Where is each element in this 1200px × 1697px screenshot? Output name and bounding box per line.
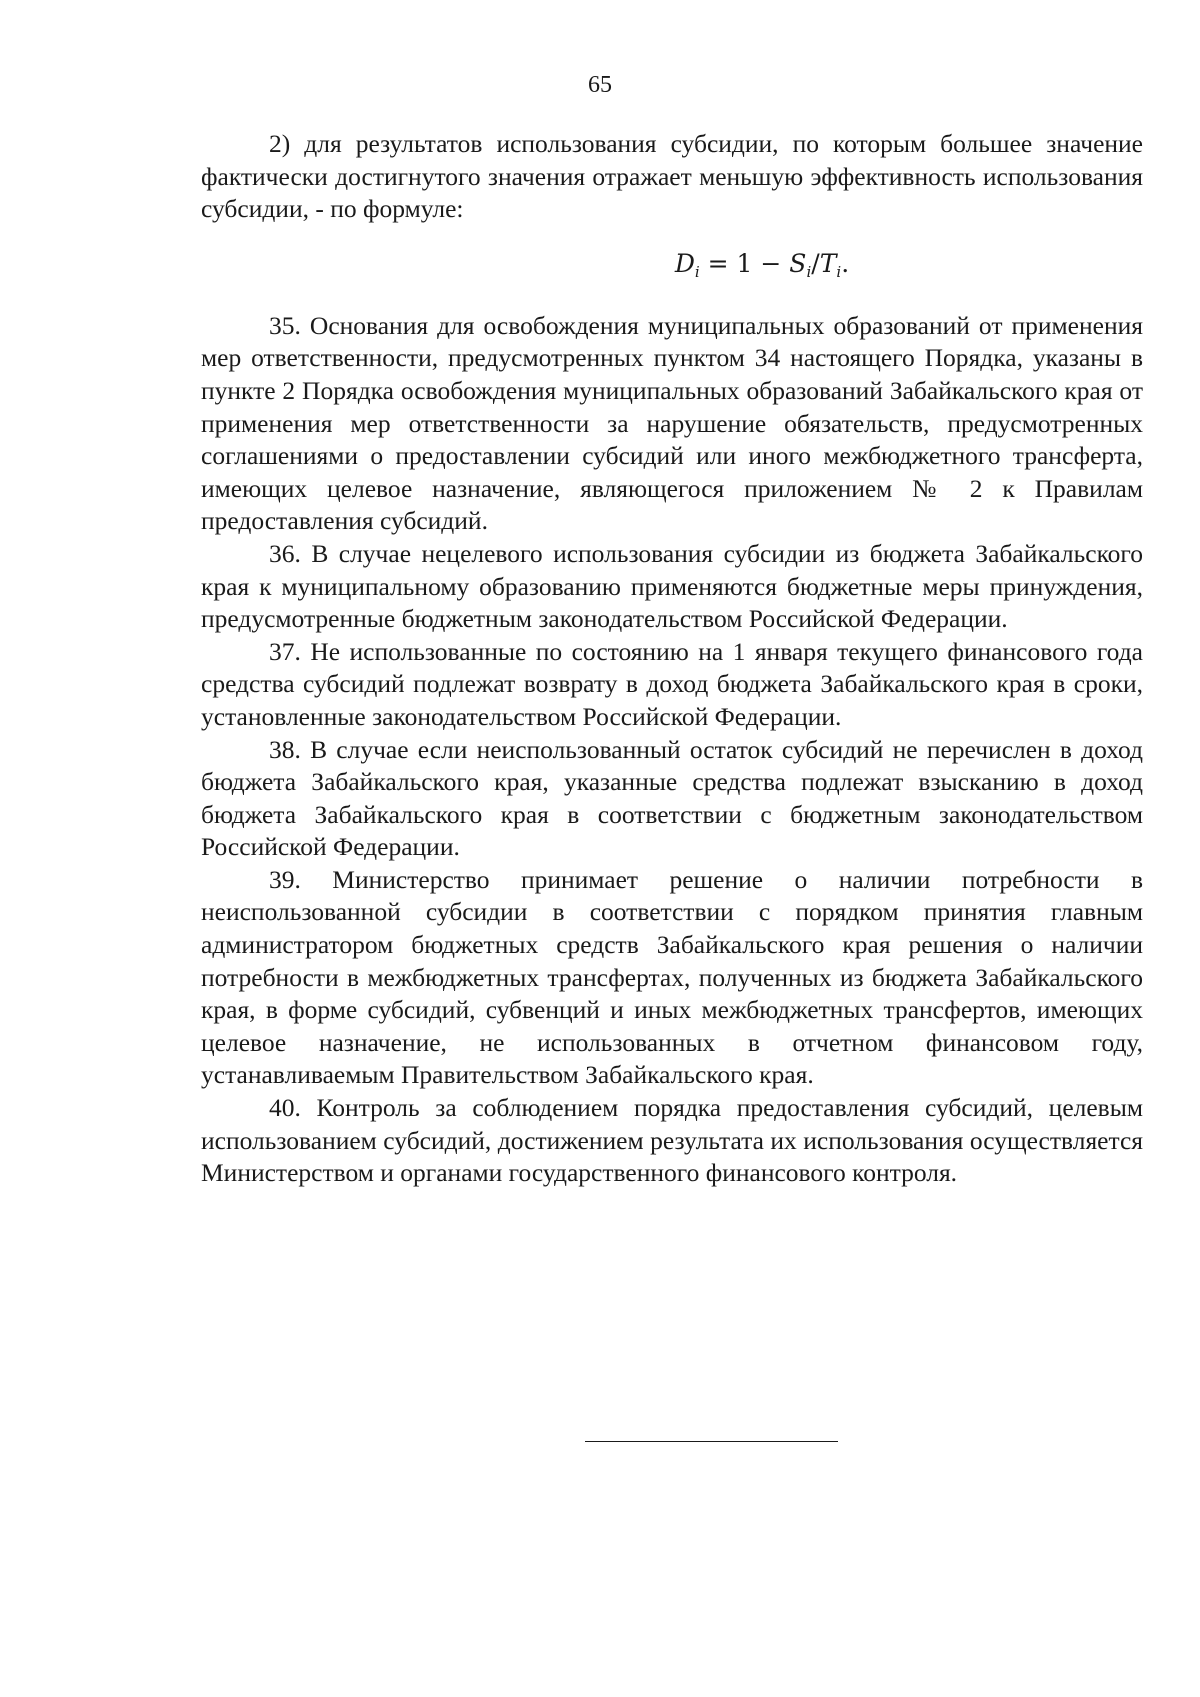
- paragraph-38: 38. В случае если неиспользованный остаток субсидий не перечислен в доход бюджета Забайкальского края, указанные средства подлежат взысканию в доход бюджета Забайкальского края в соответствии с бюджетным законодательством Российской Федерации.: [201, 734, 1143, 862]
- paragraph-35: 35. Основания для освобождения муниципальных образований от применения мер ответственности, предусмотренных пунктом 34 настоящего Порядка, указаны в пункте 2 Порядка освобождения муниципальных образований Забайкальского края от применения мер ответственности за нарушение обязательств, предусмотренных соглашениями о предоставлении субсидий или иного межбюджетного трансферта, имеющих целевое назначение, являющегося приложением № 2 к Правилам предоставления субсидий.: [201, 310, 1143, 536]
- formula-d: D: [674, 248, 695, 278]
- document-body: [201, 128, 1143, 1190]
- formula-s: S: [789, 248, 807, 278]
- formula-s-sub: i: [806, 262, 812, 281]
- end-divider: [585, 1441, 838, 1442]
- formula-t: T: [819, 248, 837, 278]
- formula-end: .: [841, 248, 850, 278]
- paragraph-36: 36. В случае нецелевого использования субсидии из бюджета Забайкальского края к муниципальному образованию применяются бюджетные меры принуждения, предусмотренные бюджетным законодательством Российской Федерации.: [201, 538, 1143, 634]
- formula: [381, 246, 1143, 282]
- page-number: 65: [588, 72, 612, 98]
- formula-d-sub: i: [694, 262, 700, 281]
- formula-t-sub: i: [836, 262, 842, 281]
- formula-equals: = 1 −: [699, 248, 790, 278]
- paragraph-39: 39. Министерство принимает решение о наличии потребности в неиспользованной субсидии в соответствии с порядком принятия главным администратором бюджетных средств Забайкальского края решения о наличии потребности в межбюджетных трансфертах, полученных из бюджета Забайкальского края, в форме субсидий, субвенций и иных межбюджетных трансфертов, имеющих целевое назначение, не использованных в отчетном финансовом году, устанавливаемым Правительством Забайкальского края.: [201, 864, 1143, 1090]
- formula-slash: /: [811, 248, 820, 278]
- paragraph-40: 40. Контроль за соблюдением порядка предоставления субсидий, целевым использованием субсидий, достижением результата их использования осуществляется Министерством и органами государственного финансового контроля.: [201, 1093, 1143, 1188]
- paragraph-formula-intro: 2) для результатов использования субсидии, по которым большее значение фактически достигнутого значения отражает меньшую эффективность использования субсидии, - по формуле:: [201, 129, 1143, 224]
- paragraph-37: 37. Не использованные по состоянию на 1 января текущего финансового года средства субсидий подлежат возврату в доход бюджета Забайкальского края в сроки, установленные законодательством Российской Федерации.: [201, 636, 1143, 731]
